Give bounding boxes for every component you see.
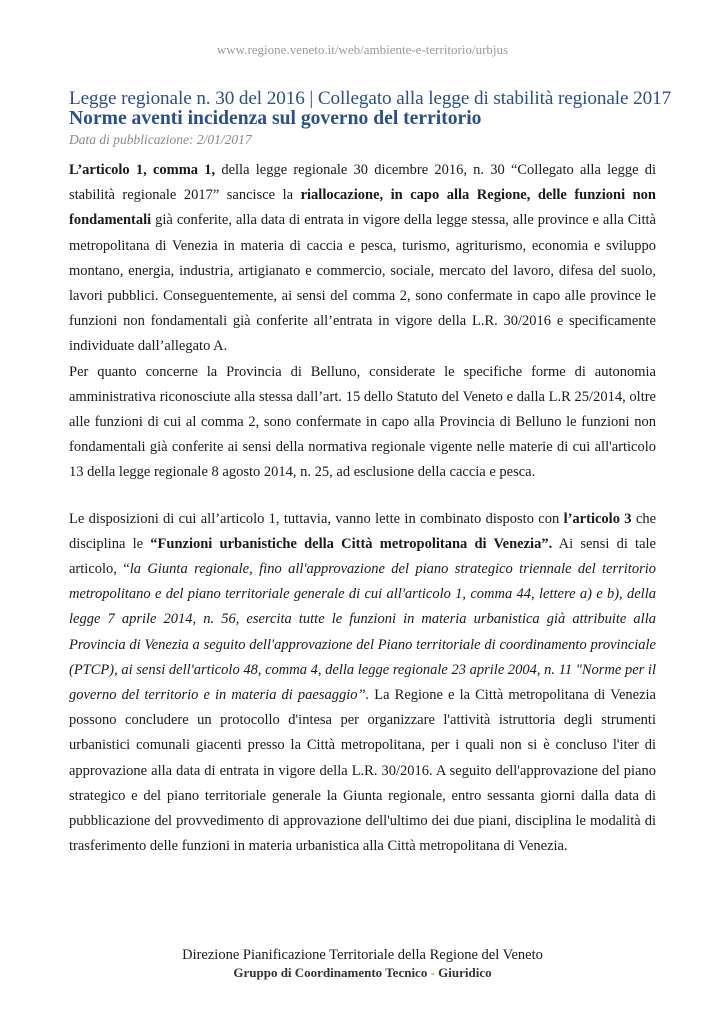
page-subtitle: Norme aventi incidenza sul governo del territorio [69, 108, 482, 129]
bold-text: l’articolo 3 [563, 510, 632, 527]
page-title: Legge regionale n. 30 del 2016 | Collegato alla legge di stabilità regionale 2017 [69, 88, 672, 109]
bold-text: “Funzioni urbanistiche della Città metropolitana di Venezia”. [150, 535, 553, 552]
body-text: Ai sensi di tale articolo, “ [69, 535, 656, 578]
body-text: che disciplina le [69, 510, 657, 552]
header-url: www.regione.veneto.it/web/ambiente-e-territorio/urbjus [216, 42, 509, 57]
body-text: La Regione e la Città metropolitana di Venezia possono concludere un protocollo d'intesa per organizzare l'attività istruttoria degli strumenti urbanistici comunali giacenti presso la Città metropolitana, per i quali non si è concluso l'iter di approvazione alla data di entrata in vigore della L.R. 30/2016. A seguito dell'approvazione del piano strategico e del piano territoriale generale la Giunta regionale, entro sessanta giorni dalla data di pubblicazione del provvedimento di approvazione dell'ultimo dei due piani, disciplina le modalità di trasferimento delle funzioni in materia urbanistica alla Città metropolitana di Venezia. [69, 687, 656, 855]
footer [0, 946, 725, 981]
article-body [69, 158, 656, 859]
footer-department: Direzione Pianificazione Territoriale della Regione del Veneto [182, 947, 543, 963]
footer-group [0, 965, 725, 981]
quoted-law-text: la Giunta regionale, fino all'approvazione del piano strategico triennale del territorio metropolitano e del piano territoriale generale di cui all'articolo 1, comma 44, lettere a) e b), della legge 7 aprile 2014, n. 56, esercita tutte le funzioni in materia urbanistica già attribuite alla Provincia di Venezia a seguito dell'approvazione del Piano territoriale di coordinamento provinciale (PTCP), ai sensi dell'articolo 48, comma 4, della legge regionale 23 aprile 2004, n. 11 "Norme per il governo del territorio e in materia di paesaggio”. [69, 561, 656, 704]
body-text: Per quanto concerne la Provincia di Belluno, considerate le specifiche forme di autonomia amministrativa riconosciute alla stessa dall’art. 15 dello Statuto del Veneto e dalla L.R 25/2014, oltre alle funzioni di cui al comma 2, sono confermate in capo alla Provincia di Belluno le funzioni non fondamentali già conferite ai sensi della normativa regionale vigente nelle materie di cui all'articolo 13 della legge regionale 8 agosto 2014, n. 25, ad esclusione della caccia e pesca. [69, 363, 656, 481]
footer-group-left: Gruppo di Coordinamento Tecnico [233, 965, 428, 980]
paragraph-1 [69, 158, 656, 360]
footer-separator: - [427, 965, 439, 980]
bold-text: riallocazione, in capo alla Regione, delle funzioni non fondamentali [69, 187, 656, 229]
publication-date: Data di pubblicazione: 2/01/2017 [69, 132, 252, 147]
body-text: Le disposizioni di cui all’articolo 1, tuttavia, vanno lette in combinato disposto con [69, 510, 564, 527]
bold-text: L’articolo 1, comma 1, [69, 162, 216, 178]
paragraph-3 [69, 507, 656, 860]
body-text: della legge regionale 30 dicembre 2016, n. 30 “Collegato alla legge di stabilità regionale 2017” sancisce la [69, 162, 656, 204]
footer-group-right: Giuridico [438, 965, 492, 980]
paragraph-2 [69, 360, 656, 486]
body-text: già conferite, alla data di entrata in vigore della legge stessa, alle province e alla Città metropolitana di Venezia in materia di caccia e pesca, turismo, agriturismo, economia e sviluppo montano, energia, industria, artigianato e commercio, sociale, mercato del lavoro, difesa del suolo, lavori pubblici. Conseguentemente, ai sensi del comma 2, sono confermate in capo alle province le funzioni non fondamentali già conferite all’entrata in vigore della L.R. 30/2016 e specificamente individuate dall’allegato A. [69, 212, 656, 355]
